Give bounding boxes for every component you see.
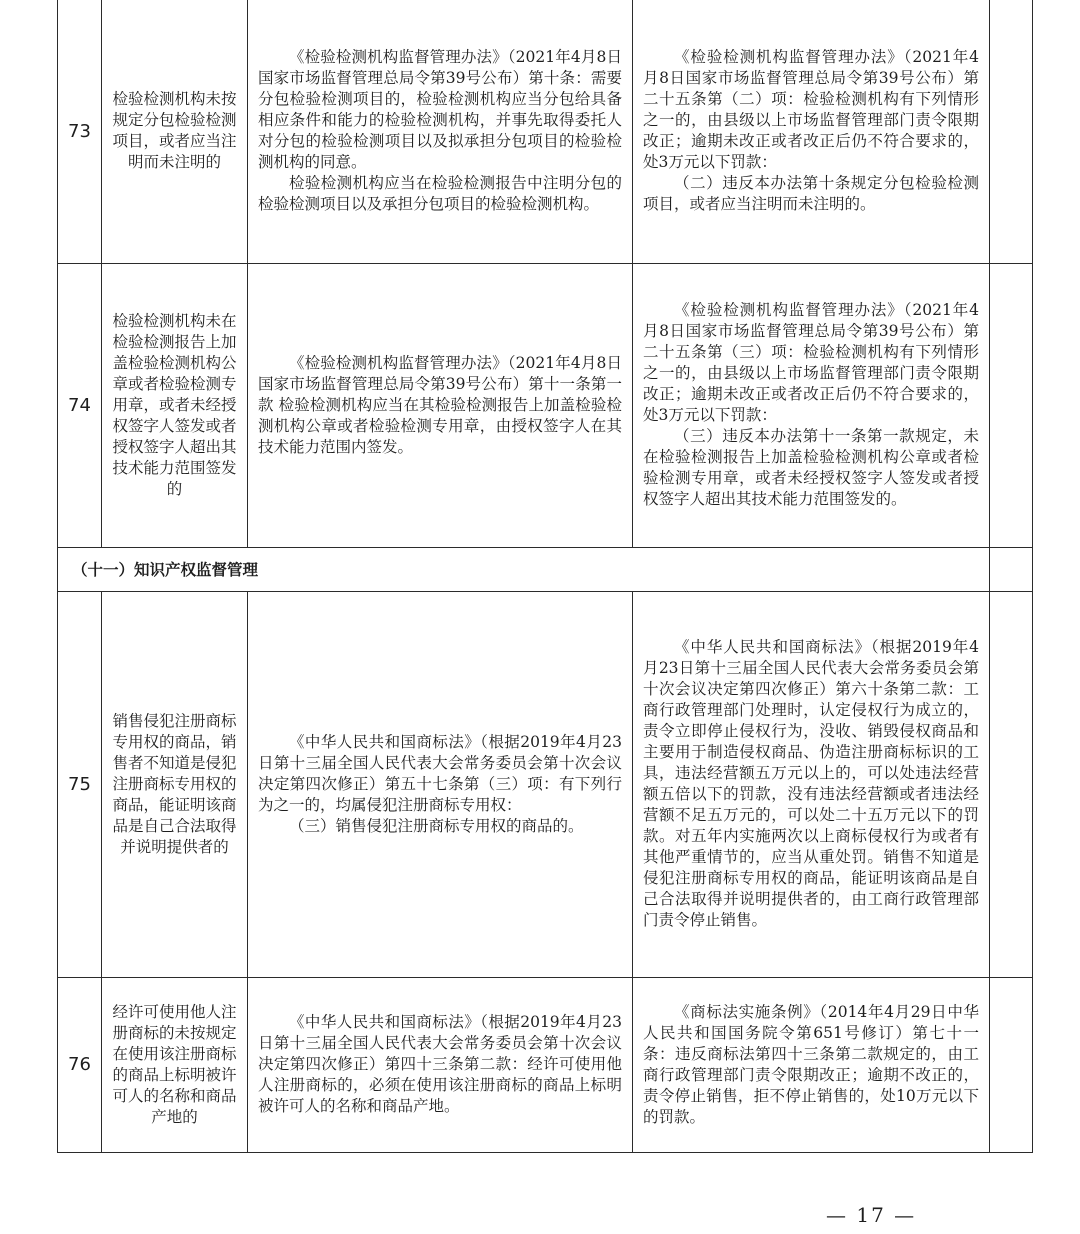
remarks-cell	[990, 0, 1033, 263]
row-number: 73	[58, 0, 102, 263]
penalty-basis	[633, 0, 990, 263]
table-row	[58, 0, 1033, 263]
section-row	[58, 547, 1033, 591]
row-number: 75	[58, 591, 102, 977]
table-row	[58, 591, 1033, 977]
remarks-cell	[990, 591, 1033, 977]
table-row	[58, 977, 1033, 1152]
legal-basis	[248, 977, 633, 1152]
violation-behavior: 销售侵犯注册商标专用权的商品，销售者不知道是侵犯注册商标专用权的商品，能证明该商品是自己合法取得并说明提供者的	[102, 591, 248, 977]
penalty-paragraph: 《商标法实施条例》（2014年4月29日中华人民共和国国务院令第651号修订）第七十一条：违反商标法第四十三条第二款规定的，由工商行政管理部门责令限期改正；逾期不改正的，责令停止销售，拒不停止销售的，处10万元以下的罚款。	[643, 1002, 979, 1126]
legal-basis	[248, 0, 633, 263]
legal-basis	[248, 591, 633, 977]
violation-behavior: 检验检测机构未在检验检测报告上加盖检验检测机构公章或者检验检测专用章，或者未经授权签字人签发或者授权签字人超出其技术能力范围签发的	[102, 263, 248, 547]
basis-paragraph: 《中华人民共和国商标法》（根据2019年4月23日第十三届全国人民代表大会常务委员会第十次会议决定第四次修正）第四十三条第二款：经许可使用他人注册商标的，必须在使用该注册商标的商品上标明被许可人的名称和商品产地。	[258, 1013, 622, 1115]
violation-behavior: 经许可使用他人注册商标的未按规定在使用该注册商标的商品上标明被许可人的名称和商品产地的	[102, 977, 248, 1152]
basis-paragraph: 《中华人民共和国商标法》（根据2019年4月23日第十三届全国人民代表大会常务委员会第十次会议决定第四次修正）第五十七条第（三）项：有下列行为之一的，均属侵犯注册商标专用权：	[258, 732, 622, 814]
penalty-paragraph: 《检验检测机构监督管理办法》（2021年4月8日国家市场监督管理总局令第39号公布）第二十五条第（二）项：检验检测机构有下列情形之一的，由县级以上市场监督管理部门责令限期改正；逾期未改正或者改正后仍不符合要求的，处3万元以下罚款：	[643, 48, 979, 172]
basis-paragraph: 《检验检测机构监督管理办法》（2021年4月8日国家市场监督管理总局令第39号公布）第十一条第一款 检验检测机构应当在其检验检测报告上加盖检验检测机构公章或者检验检测专用章，由授权签字人在其技术能力范围内签发。	[258, 353, 622, 456]
table-row	[58, 263, 1033, 547]
penalty-paragraph: （二）违反本办法第十条规定分包检验检测项目，或者应当注明而未注明的。	[643, 174, 979, 214]
penalty-paragraph: 《中华人民共和国商标法》（根据2019年4月23日第十三届全国人民代表大会常务委员会第十次会议决定第四次修正）第六十条第二款：工商行政管理部门处理时，认定侵权行为成立的，责令立即停止侵权行为，没收、销毁侵权商品和主要用于制造侵权商品、伪造注册商标标识的工具，违法经营额五万元以上的，可以处违法经营额五倍以下的罚款，没有违法经营额或者违法经营额不足五万元的，可以处二十五万元以下的罚款。对五年内实施两次以上商标侵权行为或者有其他严重情节的，应当从重处罚。销售不知道是侵犯注册商标专用权的商品，能证明该商品是自己合法取得并说明提供者的，由工商行政管理部门责令停止销售。	[643, 638, 979, 929]
section-title: （十一）知识产权监督管理	[58, 547, 990, 591]
regulation-table	[57, 0, 1033, 1153]
legal-basis	[248, 263, 633, 547]
penalty-paragraph: 《检验检测机构监督管理办法》（2021年4月8日国家市场监督管理总局令第39号公布）第二十五条第（三）项：检验检测机构有下列情形之一的，由县级以上市场监督管理部门责令限期改正；逾期未改正或者改正后仍不符合要求的，处3万元以下罚款：	[643, 301, 979, 424]
basis-paragraph: 检验检测机构应当在检验检测报告中注明分包的检验检测项目以及承担分包项目的检验检测机构。	[258, 174, 622, 214]
remarks-cell	[990, 547, 1033, 591]
basis-paragraph: 《检验检测机构监督管理办法》（2021年4月8日国家市场监督管理总局令第39号公布）第十条：需要分包检验检测项目的，检验检测机构应当分包给具备相应条件和能力的检验检测机构，并事先取得委托人对分包的检验检测项目以及拟承担分包项目的检验检测机构的同意。	[258, 48, 622, 172]
row-number: 74	[58, 263, 102, 547]
violation-behavior: 检验检测机构未按规定分包检验检测项目，或者应当注明而未注明的	[102, 0, 248, 263]
row-number: 76	[58, 977, 102, 1152]
penalty-basis	[633, 263, 990, 547]
remarks-cell	[990, 977, 1033, 1152]
penalty-paragraph: （三）违反本办法第十一条第一款规定，未在检验检测报告上加盖检验检测机构公章或者检验检测专用章，或者未经授权签字人签发或者授权签字人超出其技术能力范围签发的。	[643, 427, 979, 508]
basis-paragraph: （三）销售侵犯注册商标专用权的商品的。	[289, 816, 584, 835]
remarks-cell	[990, 263, 1033, 547]
penalty-basis	[633, 977, 990, 1152]
penalty-basis	[633, 591, 990, 977]
page-number: — 17 —	[826, 1203, 917, 1227]
